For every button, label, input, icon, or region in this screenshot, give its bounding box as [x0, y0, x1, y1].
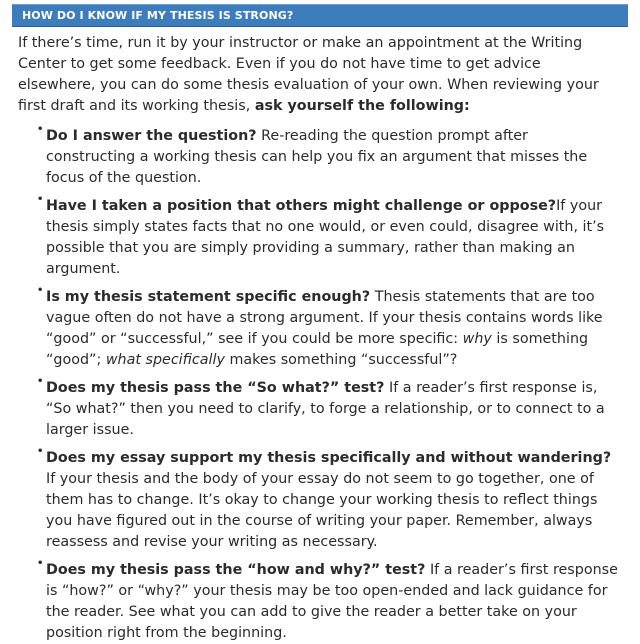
bullet-icon: • [37, 194, 44, 205]
list-item [37, 378, 618, 441]
question-answer: If your thesis and the body of your essay do not seem to go together, one of them has to change. It’s okay to change your working thesis to reflect things you have figured out in the course of writing your paper. Remember, always reassess and revise your writing as necessary. [46, 471, 598, 550]
question-answer: If a reader’s first response is “how?” or “why?” your thesis may be too open-ended and lack guidance for the reader. See what you can add to give the reader a better take on your position right from the beginning. [46, 562, 618, 641]
question-answer: Re-reading the question prompt after constructing a working thesis can help you fix an argument that misses the focus of the question. [46, 128, 588, 186]
question-heading: Does my essay support my thesis specifically and without wandering? [46, 450, 612, 466]
bullet-icon: • [37, 446, 44, 457]
question-heading: Does my thesis pass the “how and why?” test? [46, 562, 426, 578]
emphasis-text: what specifically [105, 352, 225, 368]
section-header: HOW DO I KNOW IF MY THESIS IS STRONG? [12, 4, 628, 27]
list-item [37, 287, 618, 371]
emphasis-text: why [462, 331, 492, 347]
question-answer-part: is something “good”; [46, 331, 589, 368]
intro-text: If there’s time, run it by your instructor or make an appointment at the Writing Center to get some feedback. Even if you do not have time to get advice elsewhere, you can do some thesis evaluation of your own. When reviewing your first draft and its working thesis, [18, 35, 599, 114]
bullet-icon: • [37, 558, 44, 569]
question-answer-part: Thesis statements that are too vague often do not have a strong argument. If your thesis contains words like “good” or “successful,” see if you could be more specific: [46, 289, 603, 347]
bullet-icon: • [37, 376, 44, 387]
list-item [37, 560, 618, 644]
list-item [37, 196, 618, 280]
question-heading: Is my thesis statement specific enough? [46, 289, 371, 305]
bullet-icon: • [37, 124, 44, 135]
question-answer-part: makes something “successful”? [224, 352, 458, 368]
question-heading: Have I taken a position that others might challenge or oppose? [46, 198, 557, 214]
list-item [37, 448, 618, 553]
intro-bold-text: ask yourself the following: [254, 98, 470, 114]
question-list [37, 126, 618, 644]
question-answer: If a reader’s first response is, “So what?” then you need to clarify, to forge a relationship, or to connect to a larger issue. [46, 380, 605, 438]
question-answer: If your thesis simply states facts that no one would, or even could, disagree with, it’s possible that you are simply providing a summary, rather than making an argument. [46, 198, 605, 277]
question-heading: Do I answer the question? [46, 128, 257, 144]
intro-paragraph [18, 33, 622, 117]
list-item [37, 126, 618, 189]
question-heading: Does my thesis pass the “So what?” test? [46, 380, 385, 396]
bullet-icon: • [37, 285, 44, 296]
